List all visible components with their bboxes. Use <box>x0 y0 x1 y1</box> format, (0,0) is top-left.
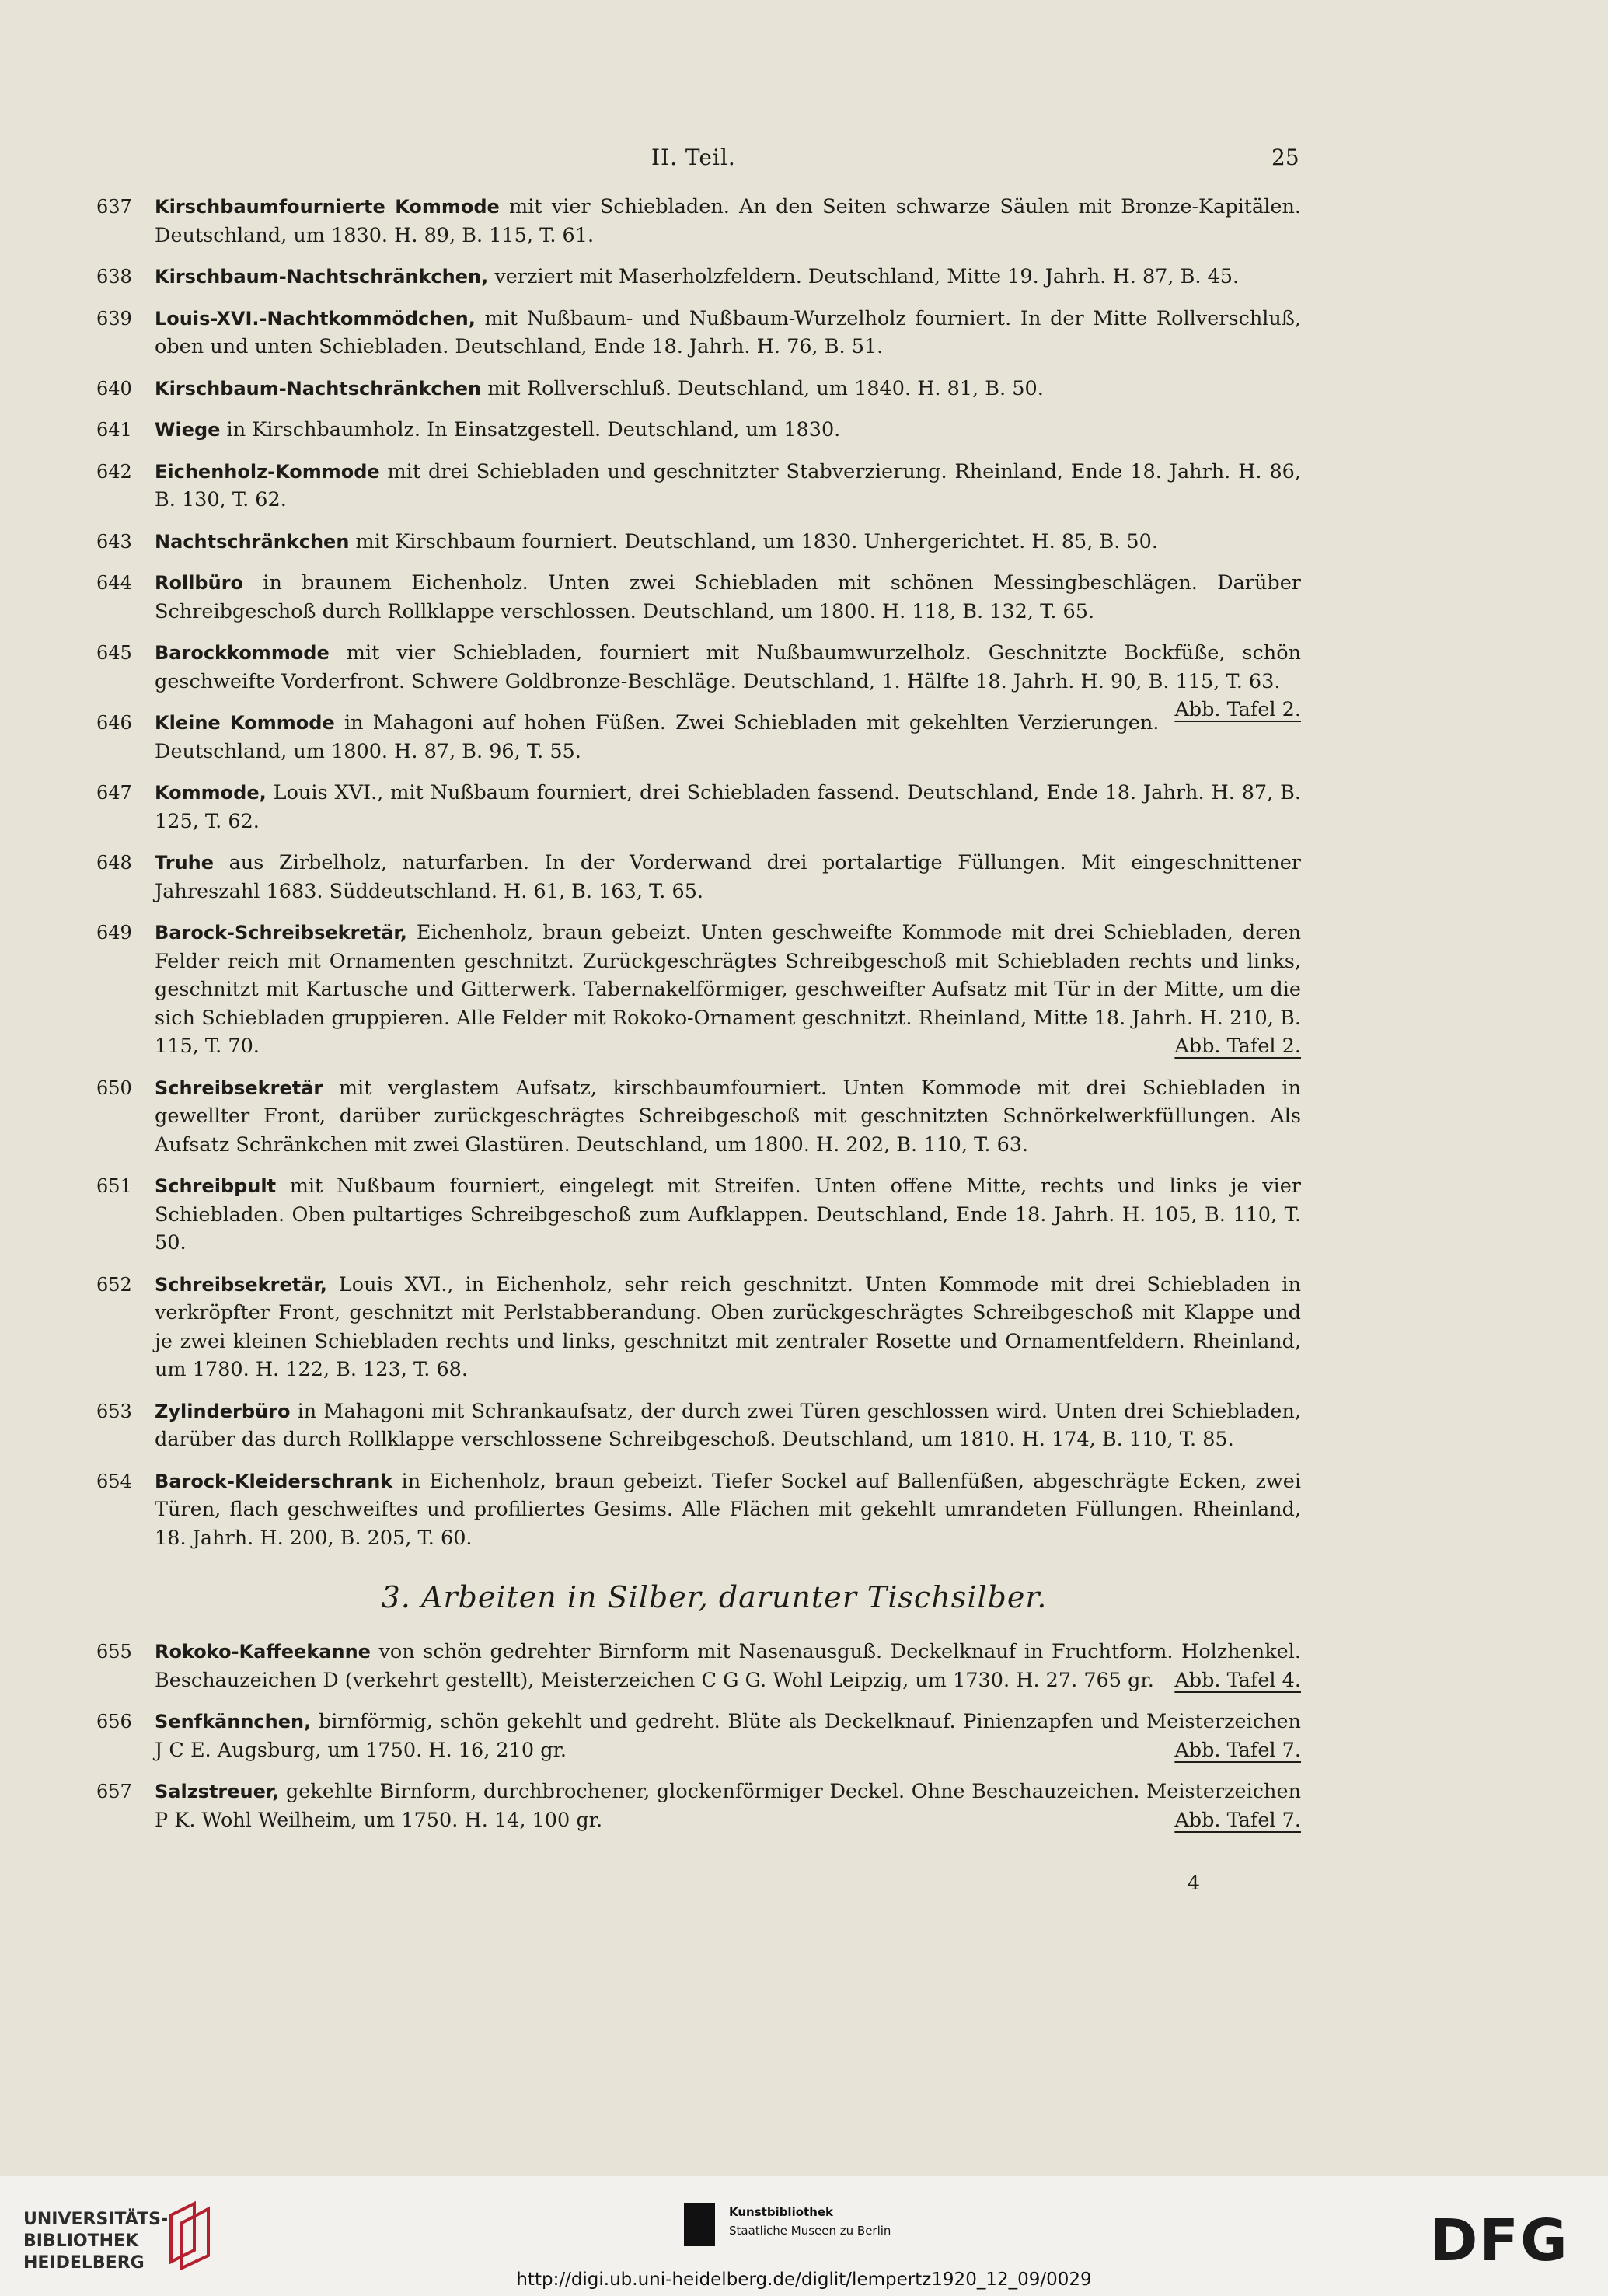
entry-number: 641 <box>96 419 132 441</box>
entry-number: 648 <box>96 852 132 874</box>
catalog-entry <box>96 1467 1301 1553</box>
entry-description: mit Rollverschluß. Deutschland, um 1840. H. 81, B. 50. <box>481 376 1044 400</box>
entry-description: in Kirschbaumholz. In Einsatzgestell. Deutschland, um 1830. <box>220 418 841 441</box>
entry-title: Truhe <box>155 852 215 874</box>
catalog-entry <box>96 1778 1301 1834</box>
entry-number: 657 <box>96 1781 132 1802</box>
entry-number: 638 <box>96 266 132 288</box>
ub-heidelberg-logo[interactable] <box>23 2200 280 2273</box>
entry-number: 637 <box>96 196 132 218</box>
entry-title: Kirschbaum-Nachtschränkchen, <box>155 266 489 288</box>
entry-number: 639 <box>96 307 132 330</box>
entry-description: Eichenholz, braun gebeizt. Unten geschweifte Kommode mit drei Schiebladen, deren Felder reich mit Ornamenten geschnitzt. Zurückgeschrägtes Schreibgeschoß mit Schiebladen rechts und links, geschnitzt mit Kartusche und Gitterwerk. Tabernakelförmiger, geschweifter Aufsatz mit Tür in der Mitte, um die sich Schiebladen gruppieren. Alle Felder mit Rokoko-Ornament geschnitzt. Rheinland, Mitte 18. Jahrh. H. 210, B. 115, T. 70. <box>155 921 1301 1058</box>
entry-title: Zylinderbüro <box>155 1400 291 1422</box>
catalog-entry <box>96 375 1301 403</box>
entry-description: in Eichenholz, braun gebeizt. Tiefer Sockel auf Ballenfüßen, abgeschrägte Ecken, zwei Türen, flach geschweiftes und profiliertes Gesims. Alle Flächen mit gekehlt umrandeten Füllungen. Rheinland, 18. Jahrh. H. 200, B. 205, T. 60. <box>155 1469 1301 1550</box>
ub-logo-line: HEIDELBERG <box>23 2253 145 2273</box>
entry-number: 652 <box>96 1273 132 1296</box>
catalog-entry <box>96 779 1301 836</box>
entry-number: 649 <box>96 922 132 944</box>
entry-number: 646 <box>96 712 132 734</box>
catalog-entry <box>96 639 1301 721</box>
entry-description: in Mahagoni auf hohen Füßen. Zwei Schiebladen mit gekehlten Verzierungen. Deutschland, um 1800. H. 87, B. 96, T. 55. <box>155 711 1160 763</box>
catalog-entry <box>96 458 1301 515</box>
catalog-entry <box>96 1397 1301 1454</box>
kunstbibliothek-logo[interactable] <box>684 2200 995 2262</box>
plate-reference: Abb. Tafel 7. <box>1174 1738 1301 1762</box>
header-title: II. Teil. <box>651 145 736 170</box>
ub-emblem-icon <box>163 2200 218 2270</box>
entry-title: Salzstreuer, <box>155 1781 280 1802</box>
entry-list-furniture <box>96 193 1301 1552</box>
entry-title: Rokoko-Kaffeekanne <box>155 1641 371 1663</box>
entry-description: verziert mit Maserholzfeldern. Deutschland, Mitte 19. Jahrh. H. 87, B. 45. <box>488 265 1240 288</box>
entry-description: von schön gedrehter Birnform mit Nasenausguß. Deckelknauf in Fruchtform. Holzhenkel. Beschauzeichen D (verkehrt gestellt), Meisterzeichen C G G. Wohl Leipzig, um 1730. H. 27. 765 gr. <box>155 1640 1301 1692</box>
running-header <box>0 145 1608 176</box>
catalog-entries <box>96 193 1301 1848</box>
plate-reference: Abb. Tafel 2. <box>1174 1035 1301 1058</box>
catalog-entry <box>96 305 1301 361</box>
kb-title: Kunstbibliothek <box>729 2205 834 2219</box>
plate-reference: Abb. Tafel 7. <box>1174 1808 1301 1832</box>
kb-subtitle: Staatliche Museen zu Berlin <box>729 2224 891 2238</box>
catalog-entry <box>96 193 1301 249</box>
entry-number: 642 <box>96 460 132 483</box>
entry-number: 643 <box>96 530 132 553</box>
entry-description: mit Nußbaum- und Nußbaum-Wurzelholz fourniert. In der Mitte Rollverschluß, oben und unten Schiebladen. Deutschland, Ende 18. Jahrh. H. 76, B. 51. <box>155 306 1301 358</box>
entry-description: gekehlte Birnform, durchbrochener, glockenförmiger Deckel. Ohne Beschauzeichen. Meisterzeichen P K. Wohl Weilheim, um 1750. H. 14, 100 gr. <box>155 1780 1301 1832</box>
entry-title: Schreibsekretär <box>155 1076 323 1099</box>
plate-reference: Abb. Tafel 4. <box>1174 1668 1301 1692</box>
catalog-entry <box>96 709 1301 766</box>
entry-title: Eichenholz-Kommode <box>155 460 380 483</box>
entry-number: 640 <box>96 377 132 400</box>
dfg-logo[interactable]: DFG <box>1430 2207 1569 2274</box>
entry-title: Rollbüro <box>155 572 244 594</box>
entry-title: Kirschbaumfournierte Kommode <box>155 196 500 218</box>
entry-description: in Mahagoni mit Schrankaufsatz, der durch zwei Türen geschlossen wird. Unten drei Schiebladen, darüber das durch Rollklappe verschlossene Schreibgeschoß. Deutschland, um 1810. H. 174, B. 110, T. 85. <box>155 1399 1301 1451</box>
entry-number: 655 <box>96 1641 132 1663</box>
entry-description: aus Zirbelholz, naturfarben. In der Vorderwand drei portalartige Füllungen. Mit eingeschnittener Jahreszahl 1683. Süddeutschland. H. 61, B. 163, T. 65. <box>155 851 1301 903</box>
permalink-url[interactable]: http://digi.ub.uni-heidelberg.de/diglit/lempertz1920_12_09/0029 <box>516 2270 1092 2290</box>
entry-description: mit verglastem Aufsatz, kirschbaumfourniert. Unten Kommode mit drei Schiebladen in gewellter Front, darüber zurückgeschrägtes Schreibgeschoß mit geschnitzten Schnörkelwerkfüllungen. Als Aufsatz Schränkchen mit zwei Glastüren. Deutschland, um 1800. H. 202, B. 110, T. 63. <box>155 1076 1301 1157</box>
entry-number: 644 <box>96 572 132 594</box>
entry-description: birnförmig, schön gekehlt und gedreht. Blüte als Deckelknauf. Pinienzapfen und Meisterzeichen J C E. Augsburg, um 1750. H. 16, 210 gr. <box>155 1710 1301 1762</box>
entry-number: 650 <box>96 1076 132 1099</box>
entry-title: Barock-Kleiderschrank <box>155 1470 393 1492</box>
entry-number: 653 <box>96 1400 132 1422</box>
catalog-entry <box>96 528 1301 557</box>
plate-reference: Abb. Tafel 2. <box>1174 698 1301 721</box>
entry-title: Schreibsekretär, <box>155 1273 327 1296</box>
entry-title: Barock-Schreibsekretär, <box>155 922 407 944</box>
entry-number: 651 <box>96 1175 132 1197</box>
entry-number: 645 <box>96 642 132 664</box>
viewer-footer <box>0 2176 1608 2296</box>
entry-description: mit Nußbaum fourniert, eingelegt mit Streifen. Unten offene Mitte, rechts und links je vier Schiebladen. Oben pultartiges Schreibgeschoß zum Aufklappen. Deutschland, Ende 18. Jahrh. H. 105, B. 110, T. 50. <box>155 1174 1301 1254</box>
section-heading: 3. Arbeiten in Silber, darunter Tischsilber. <box>381 1580 1048 1614</box>
catalog-entry <box>96 1074 1301 1160</box>
catalog-entry <box>96 919 1301 1061</box>
signature-mark: 4 <box>1188 1872 1200 1894</box>
ub-logo-line: BIBLIOTHEK <box>23 2231 139 2251</box>
page-number: 25 <box>1271 145 1299 170</box>
entry-description: mit drei Schiebladen und geschnitzter Stabverzierung. Rheinland, Ende 18. Jahrh. H. 86, B. 130, T. 62. <box>155 459 1301 511</box>
entry-title: Nachtschränkchen <box>155 530 350 553</box>
catalog-entry <box>96 263 1301 291</box>
entry-title: Wiege <box>155 419 221 441</box>
catalog-entry <box>96 416 1301 445</box>
entry-title: Kommode, <box>155 782 267 804</box>
entry-title: Kirschbaum-Nachtschränkchen <box>155 377 482 400</box>
entry-title: Louis-XVI.-Nachtkommödchen, <box>155 307 476 330</box>
entry-number: 656 <box>96 1711 132 1732</box>
entry-number: 647 <box>96 782 132 804</box>
entry-title: Schreibpult <box>155 1175 277 1197</box>
entry-title: Kleine Kommode <box>155 712 335 734</box>
entry-title: Senfkännchen, <box>155 1711 312 1732</box>
entry-title: Barockkommode <box>155 642 330 664</box>
entry-description: mit vier Schiebladen, fourniert mit Nußbaumwurzelholz. Geschnitzte Bockfüße, schön geschweifte Vorderfront. Schwere Goldbronze-Beschläge. Deutschland, 1. Hälfte 18. Jahrh. H. 90, B. 115, T. 63. <box>155 641 1301 693</box>
catalog-entry <box>96 1271 1301 1384</box>
catalog-entry <box>96 1638 1301 1694</box>
entry-description: Louis XVI., in Eichenholz, sehr reich geschnitzt. Unten Kommode mit drei Schiebladen in verkröpfter Front, geschnitzt mit Perlstabberandung. Oben zurückgeschrägtes Schreibgeschoß mit Klappe und je zwei kleinen Schiebladen rechts und links, geschnitzt mit zentraler Rosette und Ornamentfeldern. Rheinland, um 1780. H. 122, B. 123, T. 68. <box>155 1272 1301 1381</box>
entry-description: Louis XVI., mit Nußbaum fourniert, drei Schiebladen fassend. Deutschland, Ende 18. Jahrh. H. 87, B. 125, T. 62. <box>155 781 1301 833</box>
entry-list-silver <box>96 1638 1301 1834</box>
entry-description: mit Kirschbaum fourniert. Deutschland, um 1830. Unhergerichtet. H. 85, B. 50. <box>349 529 1158 553</box>
catalog-entry <box>96 569 1301 626</box>
catalog-entry <box>96 1708 1301 1764</box>
catalog-entry <box>96 1172 1301 1258</box>
entry-number: 654 <box>96 1470 132 1492</box>
kunstbibliothek-emblem-icon <box>684 2203 715 2246</box>
entry-description: mit vier Schiebladen. An den Seiten schwarze Säulen mit Bronze-Kapitälen. Deutschland, um 1830. H. 89, B. 115, T. 61. <box>155 195 1302 247</box>
entry-description: in braunem Eichenholz. Unten zwei Schiebladen mit schönen Messingbeschlägen. Darüber Schreibgeschoß durch Rollklappe verschlossen. Deutschland, um 1800. H. 118, B. 132, T. 65. <box>155 571 1301 623</box>
ub-logo-line: UNIVERSITÄTS- <box>23 2210 169 2229</box>
catalog-entry <box>96 849 1301 905</box>
